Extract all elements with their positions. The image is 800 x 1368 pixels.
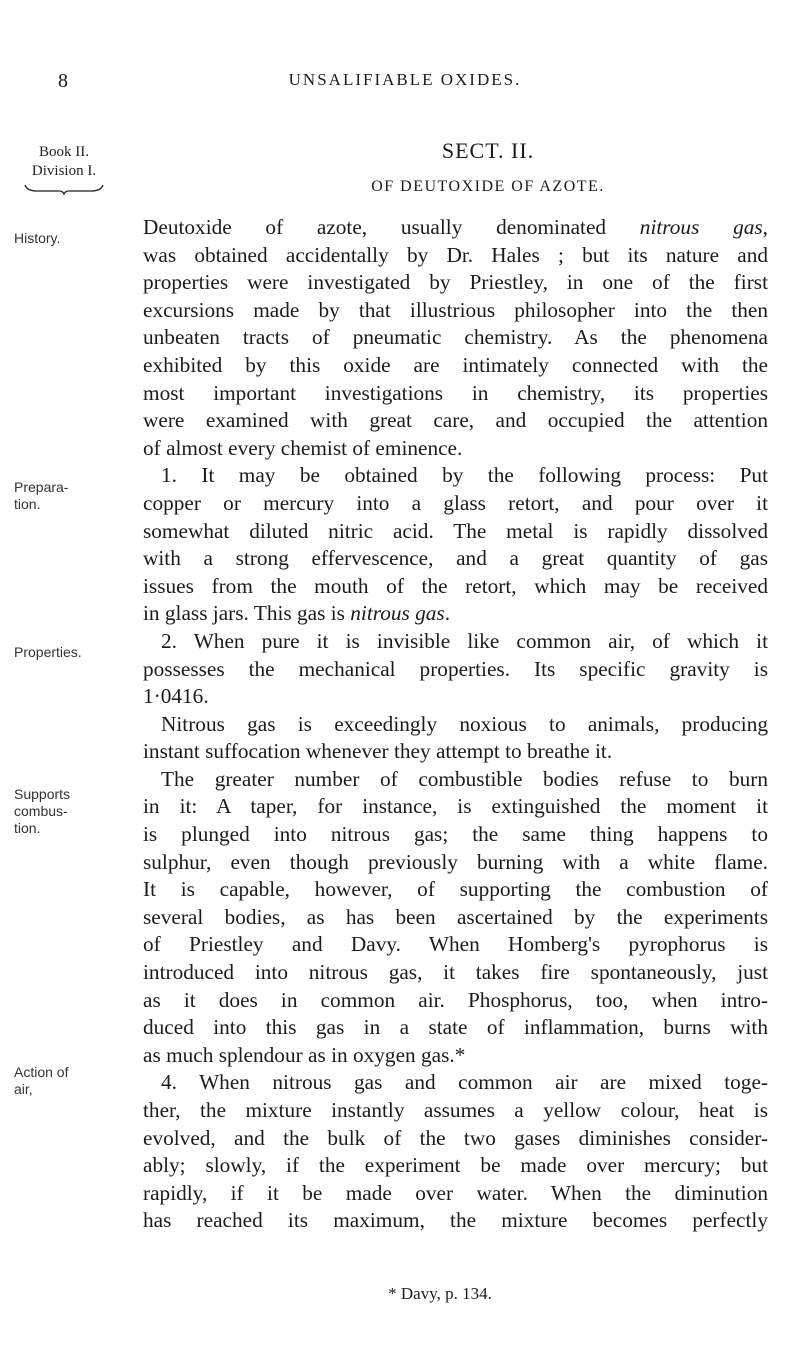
book-label: Book II. [39, 144, 89, 160]
text-line: Nitrous gas is exceedingly noxious to animals, producing [161, 711, 768, 736]
text-line: properties were investigated by Priestley, in one of the first [143, 270, 768, 295]
text-line: with a strong effervescence, and a great quantity of gas [143, 546, 768, 571]
text-line: of Priestley and Davy. When Homberg's pyrophorus is [143, 932, 768, 957]
margin-note-history: History. [14, 230, 61, 246]
brace-icon [23, 183, 105, 195]
text-line: was obtained accidentally by Dr. Hales ; but its nature and [143, 242, 768, 267]
section-subtitle: OF DEUTOXIDE OF AZOTE. [371, 178, 605, 195]
text-line: as much splendour as in oxygen gas.* [143, 1042, 466, 1067]
text-line: has reached its maximum, the mixture becomes perfectly [143, 1208, 768, 1233]
text-line: excursions made by that illustrious philosopher into the then [143, 297, 768, 322]
text-line: as it does in common air. Phosphorus, too, when intro- [143, 987, 768, 1012]
text-line: duced into this gas in a state of inflammation, burns with [143, 1015, 768, 1040]
text-line: Deutoxide of azote, usually denominated nitrous gas, [143, 215, 768, 239]
margin-note-preparation: Prepara- tion. [14, 479, 69, 512]
margin-note-properties: Properties. [14, 644, 82, 660]
text-line: were examined with great care, and occupied the attention [143, 408, 768, 433]
footnote: * Davy, p. 134. [388, 1284, 492, 1303]
text-line: copper or mercury into a glass retort, and pour over it [143, 490, 768, 515]
running-title: UNSALIFIABLE OXIDES. [288, 70, 522, 89]
text-line: introduced into nitrous gas, it takes fire spontaneously, just [143, 960, 768, 985]
text-line: 1·0416. [143, 684, 209, 709]
text-line: 4. When nitrous gas and common air are mixed toge- [161, 1070, 768, 1095]
text-line: unbeaten tracts of pneumatic chemistry. As the phenomena [143, 325, 768, 350]
text-line: somewhat diluted nitric acid. The metal is rapidly dissolved [143, 518, 768, 543]
text-line: sulphur, even though previously burning with a white flame. [143, 849, 768, 874]
text-line: ably; slowly, if the experiment be made over mercury; but [143, 1153, 768, 1178]
text-line: 2. When pure it is invisible like common air, of which it [161, 628, 768, 653]
text-line: 1. It may be obtained by the following process: Put [161, 463, 768, 488]
section-title: SECT. II. [441, 138, 535, 163]
text-line: evolved, and the bulk of the two gases diminishes consider- [143, 1125, 768, 1150]
text-line: It is capable, however, of supporting the combustion of [143, 877, 768, 902]
body-text [143, 214, 768, 1235]
text-line: ther, the mixture instantly assumes a yellow colour, heat is [143, 1098, 768, 1122]
margin-note-supports-combustion: Supports combus- tion. [14, 786, 71, 836]
text-line: The greater number of combustible bodies refuse to burn [161, 766, 768, 791]
text-line: instant suffocation whenever they attempt to breathe it. [143, 739, 613, 764]
text-line: rapidly, if it be made over water. When the diminution [143, 1180, 768, 1205]
text-line: of almost every chemist of eminence. [143, 435, 463, 460]
text-line: possesses the mechanical properties. Its specific gravity is [143, 656, 768, 681]
book-division-label [14, 143, 114, 195]
text-line: several bodies, as has been ascertained by the experiments [143, 904, 768, 929]
division-label: Division I. [31, 163, 97, 179]
text-line: in it: A taper, for instance, is extinguished the moment it [143, 794, 768, 819]
text-line: issues from the mouth of the retort, which may be received [143, 573, 768, 598]
text-line: in glass jars. This gas is nitrous gas. [143, 601, 451, 626]
text-line: most important investigations in chemistry, its properties [143, 380, 768, 405]
text-line: is plunged into nitrous gas; the same thing happens to [143, 822, 768, 847]
margin-note-action-of-air: Action of air, [14, 1064, 69, 1097]
text-line: exhibited by this oxide are intimately connected with the [143, 352, 768, 377]
page-number: 8 [58, 70, 68, 92]
